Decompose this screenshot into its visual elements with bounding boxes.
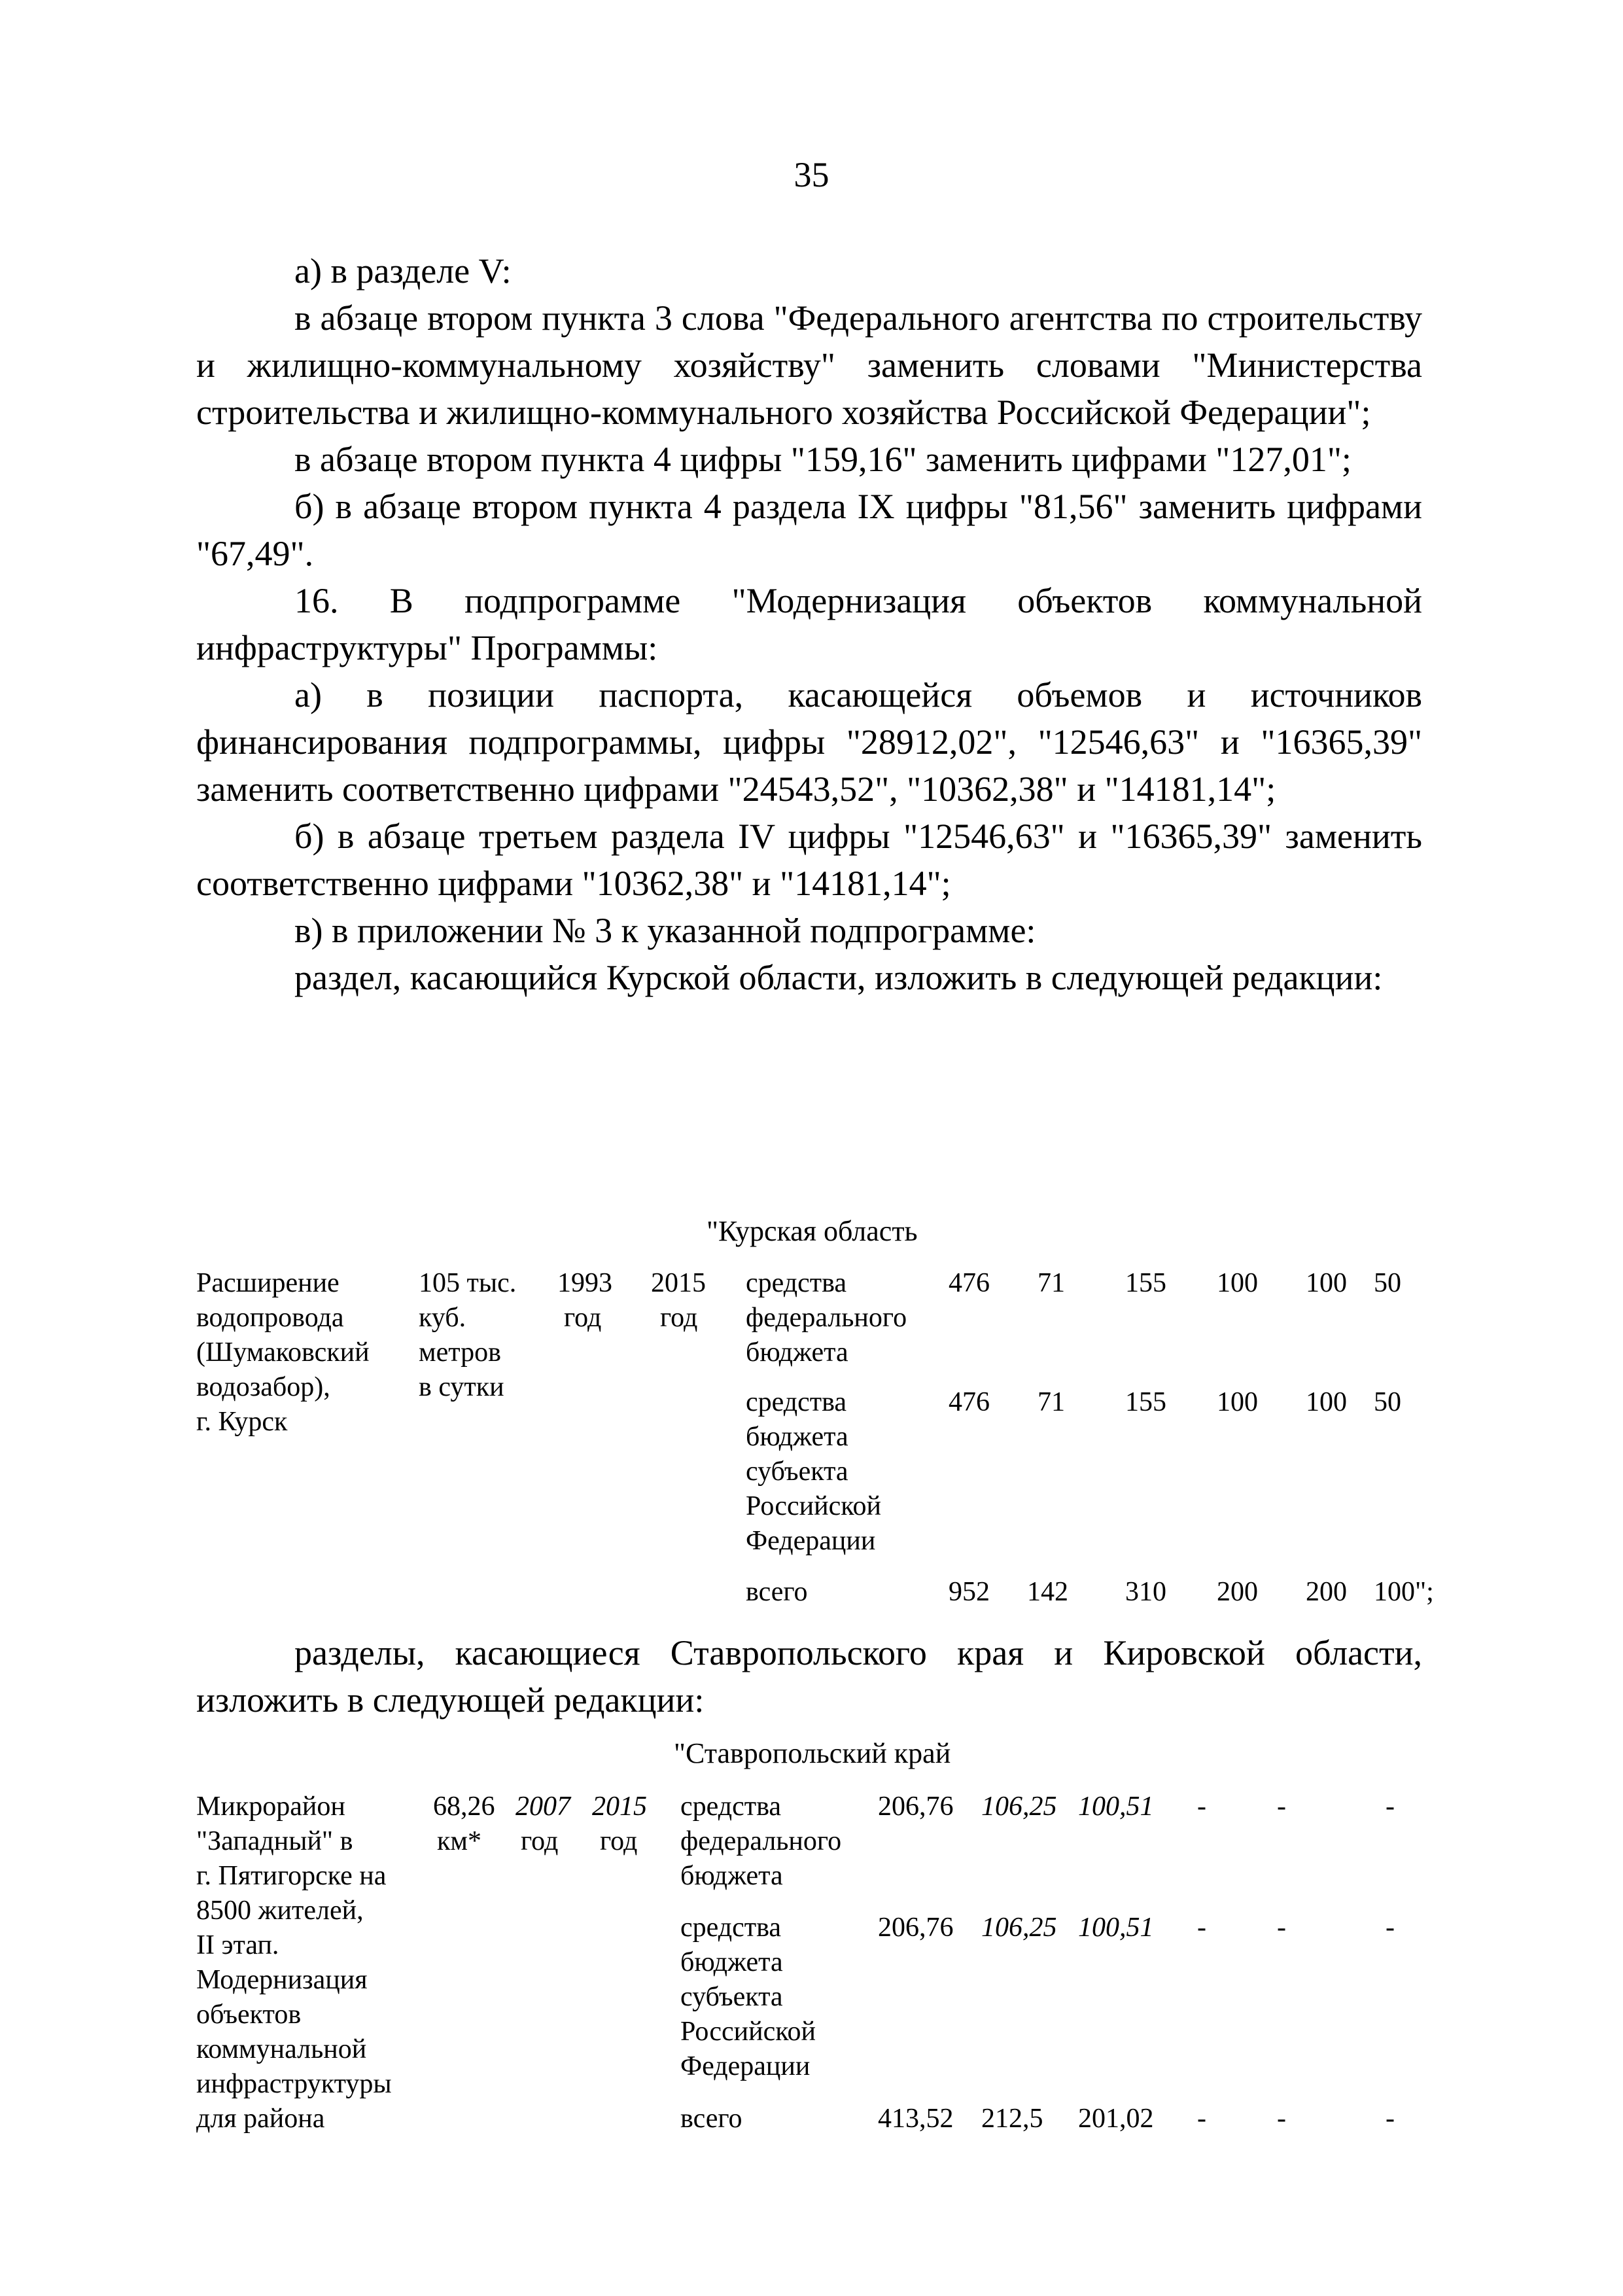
capacity-line: метров <box>419 1337 501 1368</box>
paragraph: в) в приложении № 3 к указанной подпрограмме: <box>294 911 1036 950</box>
value-cell: 476 <box>949 1268 990 1298</box>
page-number: 35 <box>794 155 829 194</box>
source-line: Федерации <box>746 1526 876 1556</box>
source-line: средства <box>746 1268 847 1298</box>
source-line: Федерации <box>680 2051 811 2081</box>
value-cell: 476 <box>949 1387 990 1417</box>
object-line: (Шумаковский <box>196 1337 370 1368</box>
value-cell: - <box>1197 2104 1206 2134</box>
value-cell: 310 <box>1125 1577 1166 1607</box>
value-cell: - <box>1277 1913 1286 1943</box>
value-cell: - <box>1277 1792 1286 1822</box>
object-line: инфраструктуры <box>196 2069 392 2099</box>
value-cell: 106,25 <box>981 1913 1057 1943</box>
kursk-caption: "Курская область <box>707 1215 918 1247</box>
source-line: бюджета <box>680 1947 783 1977</box>
value-cell: 50 <box>1374 1387 1401 1417</box>
source-line: федерального <box>746 1303 907 1333</box>
source-line: средства <box>680 1792 782 1822</box>
value-cell: 201,02 <box>1078 2104 1154 2134</box>
start-line: 2007 <box>515 1792 570 1822</box>
value-cell: 100,51 <box>1078 1792 1154 1822</box>
object-line: Микрорайон <box>196 1792 345 1822</box>
object-line: Расширение <box>196 1268 340 1298</box>
object-line: водозабор), <box>196 1372 330 1402</box>
value-cell: 206,76 <box>878 1913 954 1943</box>
source-cell: всего <box>680 2104 742 2134</box>
capacity-line: км* <box>437 1826 481 1856</box>
value-cell: 100 <box>1217 1268 1258 1298</box>
value-cell: - <box>1386 1913 1395 1943</box>
value-cell: 212,5 <box>981 2104 1043 2134</box>
paragraph: а) в разделе V: <box>294 251 512 291</box>
end-line: год <box>600 1826 638 1856</box>
stavropol-caption: "Ставропольский край <box>674 1737 951 1769</box>
capacity-line: в сутки <box>419 1372 504 1402</box>
paragraph: раздел, касающийся Курской области, изложить в следующей редакции: <box>294 958 1383 997</box>
value-cell: - <box>1197 1792 1206 1822</box>
paragraph: в абзаце втором пункта 4 цифры "159,16" заменить цифрами "127,01"; <box>294 440 1352 479</box>
source-line: бюджета <box>746 1337 848 1368</box>
value-cell: 71 <box>1038 1268 1065 1298</box>
source-line: субъекта <box>746 1457 848 1487</box>
value-cell: 206,76 <box>878 1792 954 1822</box>
object-line: 8500 жителей, <box>196 1896 364 1926</box>
value-cell: 413,52 <box>878 2104 954 2134</box>
source-line: Российской <box>746 1491 881 1521</box>
source-line: средства <box>746 1387 847 1417</box>
value-cell: 100"; <box>1374 1577 1434 1607</box>
object-line: для района <box>196 2104 325 2134</box>
value-cell: 71 <box>1038 1387 1065 1417</box>
object-line: г. Курск <box>196 1407 288 1437</box>
value-cell: 100,51 <box>1078 1913 1154 1943</box>
body-text <box>196 247 1422 1001</box>
object-line: объектов <box>196 2000 302 2030</box>
value-cell: 200 <box>1217 1577 1258 1607</box>
source-line: средства <box>680 1913 782 1943</box>
paragraph: б) в абзаце третьем раздела IV цифры "12546,63" и "16365,39" заменить соответственно цифрами "10362,38" и "14181,14"; <box>196 817 1422 903</box>
object-line: II этап. <box>196 1930 279 1960</box>
source-line: бюджета <box>746 1422 848 1452</box>
value-cell: 50 <box>1374 1268 1401 1298</box>
value-cell: 106,25 <box>981 1792 1057 1822</box>
value-cell: - <box>1197 1913 1206 1943</box>
paragraph: разделы, касающиеся Ставропольского края и Кировской области, изложить в следующей редакции: <box>196 1633 1422 1720</box>
paragraph-after <box>196 1629 1422 1723</box>
source-line: субъекта <box>680 1982 783 2012</box>
value-cell: 100 <box>1217 1387 1258 1417</box>
start-line: год <box>564 1303 602 1333</box>
capacity-line: 105 тыс. <box>419 1268 517 1298</box>
value-cell: 100 <box>1306 1268 1347 1298</box>
paragraph: в абзаце втором пункта 3 слова "Федерального агентства по строительству и жилищно-коммунальному хозяйству" заменить словами "Министерства строительства и жилищно-коммунального хозяйства Российской Федерации"; <box>196 298 1422 432</box>
start-line: год <box>521 1826 559 1856</box>
paragraph: б) в абзаце втором пункта 4 раздела IX цифры "81,56" заменить цифрами "67,49". <box>196 487 1422 573</box>
value-cell: 155 <box>1125 1268 1166 1298</box>
object-line: Модернизация <box>196 1965 368 1995</box>
value-cell: - <box>1386 2104 1395 2134</box>
capacity-line: куб. <box>419 1303 466 1333</box>
value-cell: - <box>1386 1792 1395 1822</box>
start-line: 1993 <box>557 1268 612 1298</box>
value-cell: 100 <box>1306 1387 1347 1417</box>
source-line: бюджета <box>680 1861 783 1891</box>
end-line: 2015 <box>651 1268 706 1298</box>
end-line: год <box>660 1303 698 1333</box>
value-cell: 200 <box>1306 1577 1347 1607</box>
paragraph: 16. В подпрограмме "Модернизация объектов коммунальной инфраструктуры" Программы: <box>196 581 1422 667</box>
capacity-line: 68,26 <box>433 1792 495 1822</box>
object-line: "Западный" в <box>196 1826 353 1856</box>
source-line: Российской <box>680 2017 816 2047</box>
object-line: водопровода <box>196 1303 344 1333</box>
object-line: коммунальной <box>196 2034 367 2064</box>
object-line: г. Пятигорске на <box>196 1861 387 1891</box>
paragraph: а) в позиции паспорта, касающейся объемов и источников финансирования подпрограммы, цифры "28912,02", "12546,63" и "16365,39" заменить соответственно цифрами "24543,52", "10362,38" и "14181,14"; <box>196 675 1422 809</box>
source-line: федерального <box>680 1826 842 1856</box>
value-cell: 155 <box>1125 1387 1166 1417</box>
value-cell: 142 <box>1027 1577 1068 1607</box>
source-cell: всего <box>746 1577 808 1607</box>
end-line: 2015 <box>592 1792 647 1822</box>
value-cell: - <box>1277 2104 1286 2134</box>
value-cell: 952 <box>949 1577 990 1607</box>
